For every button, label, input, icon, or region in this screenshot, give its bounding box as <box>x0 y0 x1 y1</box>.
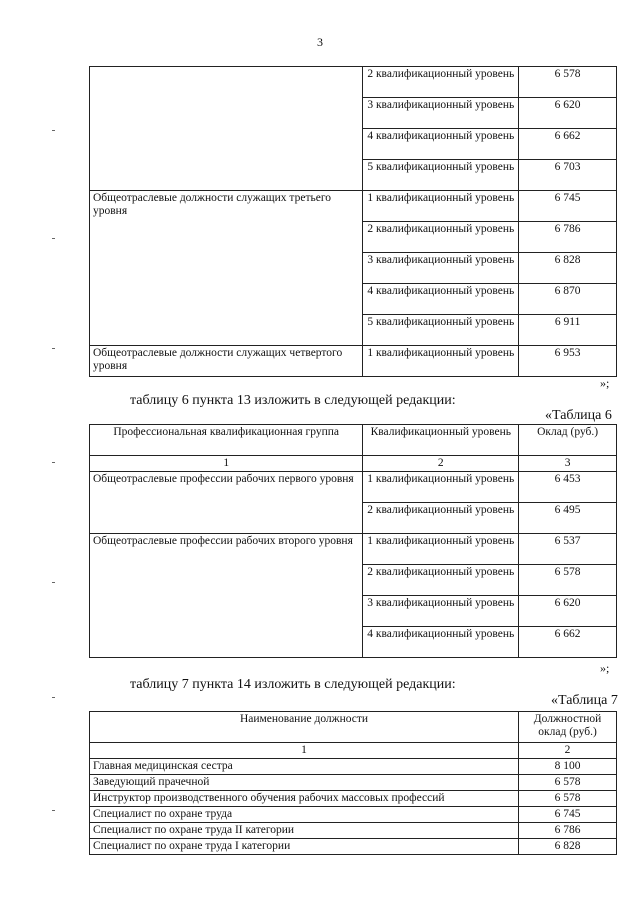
salary-table-continuation <box>89 66 617 377</box>
table-row <box>90 759 617 775</box>
salary-cell: 8 100 <box>519 759 617 775</box>
table-row <box>90 67 617 98</box>
table-7 <box>89 711 617 855</box>
salary-cell: 6 495 <box>519 503 617 534</box>
salary-cell: 6 662 <box>519 627 617 658</box>
page-number: 3 <box>317 35 323 49</box>
paragraph: таблицу 6 пункта 13 изложить в следующей редакции: <box>130 393 456 408</box>
table-row <box>90 807 617 823</box>
column-header: Профессиональная квалификационная группа <box>90 425 363 456</box>
quote-close: »; <box>600 661 610 675</box>
level-cell: 3 квалификационный уровень <box>363 253 519 284</box>
position-cell: Специалист по охране труда II категории <box>90 823 519 839</box>
table-row <box>90 791 617 807</box>
margin-mark <box>52 348 55 349</box>
salary-cell: 6 828 <box>519 253 617 284</box>
level-cell: 1 квалификационный уровень <box>363 346 519 377</box>
group-cell: Общеотраслевые должности служащих третьего уровня <box>90 191 363 346</box>
level-cell: 3 квалификационный уровень <box>363 98 519 129</box>
salary-cell: 6 745 <box>519 191 617 222</box>
group-cell: Общеотраслевые профессии рабочих первого уровня <box>90 472 363 534</box>
column-number: 3 <box>519 456 617 472</box>
group-cell: Общеотраслевые должности служащих четвертого уровня <box>90 346 363 377</box>
table-row <box>90 346 617 377</box>
level-cell: 2 квалификационный уровень <box>363 222 519 253</box>
salary-cell: 6 578 <box>519 775 617 791</box>
table-row <box>90 839 617 855</box>
margin-mark <box>52 462 55 463</box>
column-header: Наименование должности <box>90 712 519 743</box>
position-cell: Главная медицинская сестра <box>90 759 519 775</box>
salary-cell: 6 453 <box>519 472 617 503</box>
level-cell: 2 квалификационный уровень <box>363 565 519 596</box>
salary-cell: 6 578 <box>519 565 617 596</box>
salary-cell: 6 703 <box>519 160 617 191</box>
table-row <box>90 775 617 791</box>
salary-cell: 6 786 <box>519 823 617 839</box>
header-row <box>90 425 617 456</box>
level-cell: 1 квалификационный уровень <box>363 191 519 222</box>
salary-cell: 6 911 <box>519 315 617 346</box>
salary-cell: 6 745 <box>519 807 617 823</box>
table-row <box>90 534 617 565</box>
column-number-row <box>90 743 617 759</box>
position-cell: Инструктор производственного обучения рабочих массовых профессий <box>90 791 519 807</box>
salary-cell: 6 786 <box>519 222 617 253</box>
position-cell: Заведующий прачечной <box>90 775 519 791</box>
column-number: 2 <box>363 456 519 472</box>
salary-cell: 6 620 <box>519 98 617 129</box>
margin-mark <box>52 582 55 583</box>
salary-cell: 6 953 <box>519 346 617 377</box>
column-number: 1 <box>90 456 363 472</box>
column-number: 1 <box>90 743 519 759</box>
column-header: Квалификационный уровень <box>363 425 519 456</box>
position-cell: Специалист по охране труда I категории <box>90 839 519 855</box>
group-cell <box>90 67 363 191</box>
margin-mark <box>52 810 55 811</box>
salary-cell: 6 870 <box>519 284 617 315</box>
salary-cell: 6 662 <box>519 129 617 160</box>
level-cell: 1 квалификационный уровень <box>363 534 519 565</box>
level-cell: 1 квалификационный уровень <box>363 472 519 503</box>
table-row <box>90 191 617 222</box>
level-cell: 4 квалификационный уровень <box>363 284 519 315</box>
paragraph: таблицу 7 пункта 14 изложить в следующей редакции: <box>130 677 456 692</box>
level-cell: 2 квалификационный уровень <box>363 503 519 534</box>
level-cell: 4 квалификационный уровень <box>363 627 519 658</box>
salary-cell: 6 578 <box>519 67 617 98</box>
level-cell: 5 квалификационный уровень <box>363 315 519 346</box>
quote-close: »; <box>600 376 610 390</box>
margin-mark <box>52 697 55 698</box>
margin-mark <box>52 130 55 131</box>
level-cell: 2 квалификационный уровень <box>363 67 519 98</box>
salary-cell: 6 578 <box>519 791 617 807</box>
level-cell: 3 квалификационный уровень <box>363 596 519 627</box>
column-number-row <box>90 456 617 472</box>
table-row <box>90 823 617 839</box>
column-header: Должностной оклад (руб.) <box>519 712 617 743</box>
salary-cell: 6 537 <box>519 534 617 565</box>
column-number: 2 <box>519 743 617 759</box>
margin-mark <box>52 238 55 239</box>
table-caption: «Таблица 7 <box>551 693 618 708</box>
position-cell: Специалист по охране труда <box>90 807 519 823</box>
header-row <box>90 712 617 743</box>
table-6 <box>89 424 617 658</box>
level-cell: 5 квалификационный уровень <box>363 160 519 191</box>
table-caption: «Таблица 6 <box>545 408 612 423</box>
column-header: Оклад (руб.) <box>519 425 617 456</box>
salary-cell: 6 620 <box>519 596 617 627</box>
group-cell: Общеотраслевые профессии рабочих второго уровня <box>90 534 363 658</box>
level-cell: 4 квалификационный уровень <box>363 129 519 160</box>
table-row <box>90 472 617 503</box>
salary-cell: 6 828 <box>519 839 617 855</box>
